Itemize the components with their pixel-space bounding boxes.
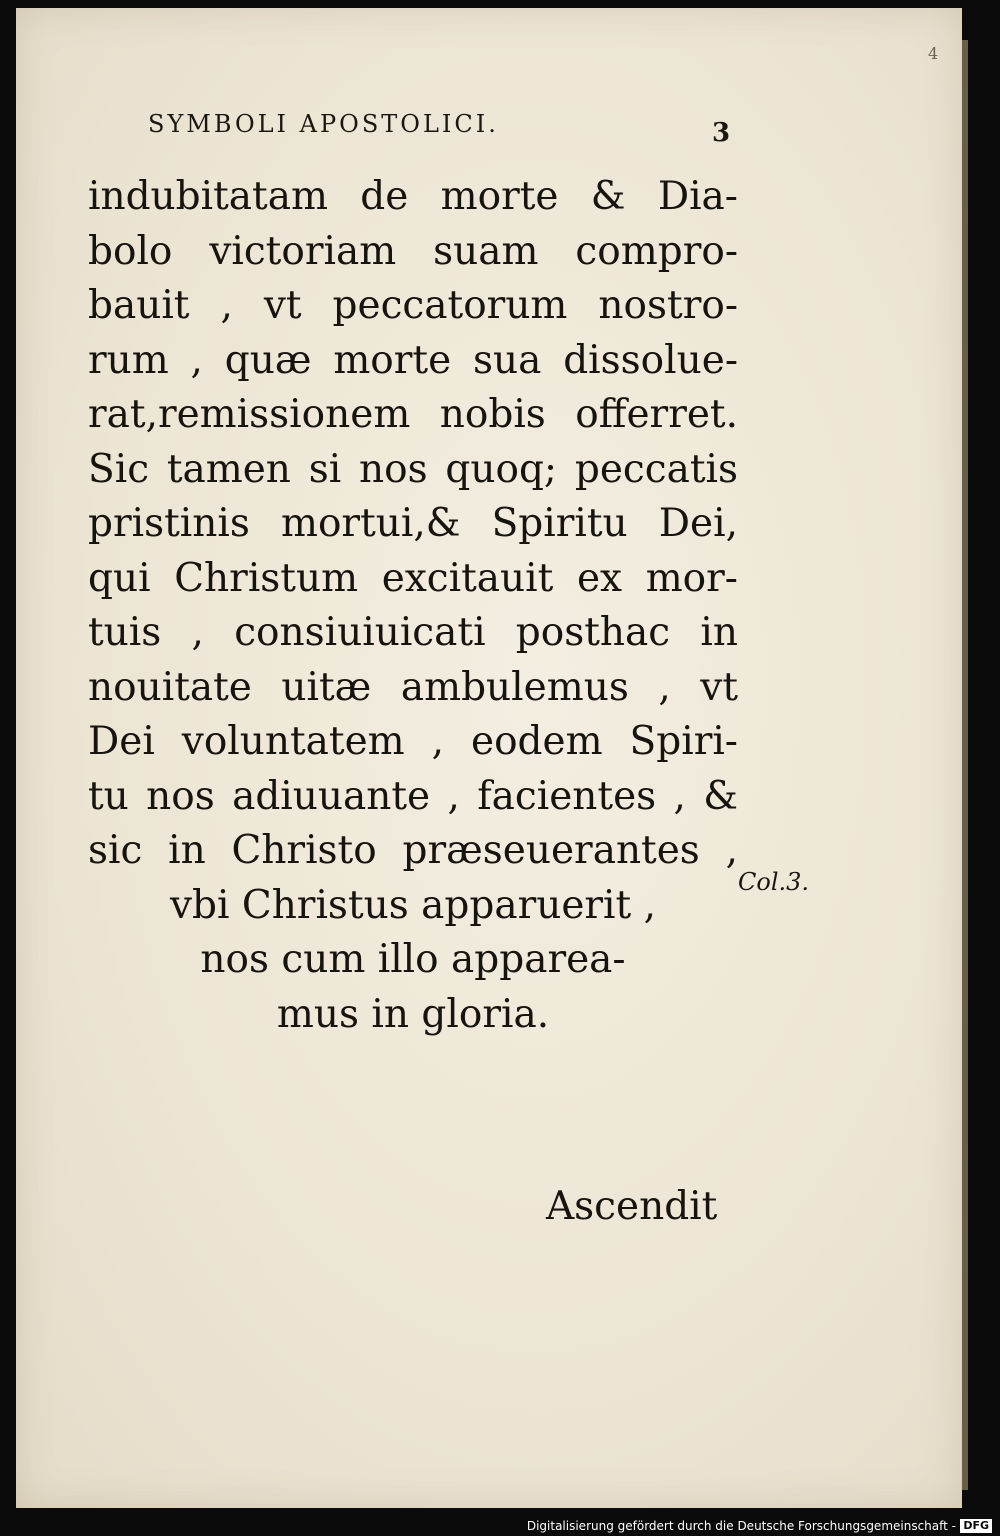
catchword: Ascendit <box>546 1184 718 1229</box>
text-line: rat,remissionem nobis offerret. <box>88 392 738 437</box>
text-line: vbi Christus apparuerit , <box>169 882 656 928</box>
text-line: Dei voluntatem , eodem Spiri- <box>88 719 738 764</box>
text-line: sic in Christo præseuerantes , <box>88 828 738 873</box>
marginal-reference: Col.3. <box>738 868 810 896</box>
text-line: indubitatam de morte & Dia- <box>88 174 738 219</box>
body-text <box>88 170 738 1042</box>
text-line: nouitate uitæ ambulemus , vt <box>88 664 738 710</box>
corner-mark: 4 <box>928 44 939 63</box>
running-head: SYMBOLI APOSTOLICI. <box>148 110 499 138</box>
footer-credit: Digitalisierung gefördert durch die Deutsche Forschungsgemeinschaft - <box>526 1519 956 1533</box>
text-line: mus in gloria. <box>276 991 550 1037</box>
text-line: pristinis mortui,& Spiritu Dei, <box>88 501 738 546</box>
text-line: tu nos adiuuante , facientes , & <box>88 773 738 819</box>
text-line: bolo victoriam suam compro- <box>88 228 738 274</box>
text-line: qui Christum excitauit ex mor- <box>88 555 738 601</box>
text-line: bauit , vt peccatorum nostro- <box>88 283 738 328</box>
folio-number: 3 <box>712 118 731 148</box>
text-line: tuis , consiuiuicati posthac in <box>88 610 738 655</box>
text-line: rum , quæ morte sua dissolue- <box>88 337 738 383</box>
text-line: Sic tamen si nos quoq; peccatis <box>88 446 738 492</box>
text-line: nos cum illo apparea- <box>200 937 626 982</box>
page-edge <box>962 40 968 1490</box>
dfg-logo: DFG <box>960 1519 992 1533</box>
